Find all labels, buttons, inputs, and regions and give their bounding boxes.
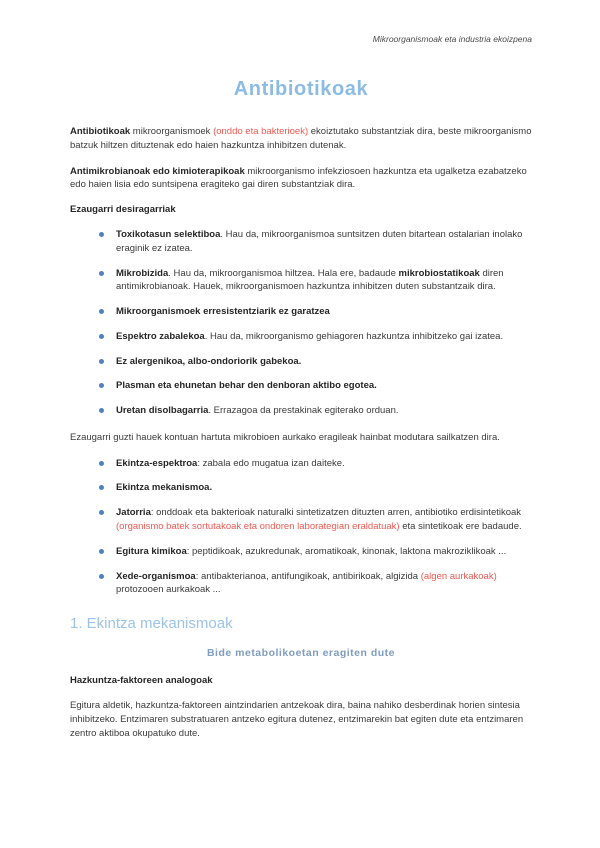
bullet-icon (99, 271, 104, 276)
term: Xede-organismoa (116, 570, 196, 582)
highlight-run: (algen aurkakoak) (420, 570, 497, 582)
text-run: : antibakterianoa, antifungikoak, antibirikoak, algizida (195, 570, 421, 582)
list-item (70, 228, 532, 256)
list-item (70, 570, 532, 598)
text-run: . Hau da, mikroorganismoa hiltzea. Hala ere, badaude (168, 267, 399, 279)
section-1-heading: 1. Ekintza mekanismoak (70, 615, 233, 633)
text-run: . Hau da, mikroorganismo gehiagoren hazkuntza inhibitzeko gai izatea. (204, 330, 504, 342)
text-run: mikroorganismo infekziosoen hazkuntza eta ugalketza ezabatzeko edo haien lisia edo suntsipena eragiteko gai diren substantziak dira. (70, 165, 527, 191)
term: Ez alergenikoa, albo-ondoriorik gabekoa. (116, 355, 302, 367)
text-run: diren antimikrobianoak. Hauek, mikroorganismoen hazkuntza inhibitzen duten substantzaik dira. (116, 267, 504, 293)
page-title: Antibiotikoak (233, 78, 369, 100)
bullet-icon (99, 359, 104, 364)
bullet-icon (99, 461, 104, 466)
analog-heading: Hazkuntza-faktoreen analogoak (70, 675, 213, 687)
list-item (70, 457, 532, 471)
text-run: protozooen aurkakoak ... (116, 584, 221, 596)
list-item (70, 355, 532, 369)
page-header: Mikroorganismoak eta industria ekoizpena (372, 34, 532, 44)
list-item (70, 379, 532, 393)
bullet-icon (99, 549, 104, 554)
term: Espektro zabalekoa (116, 330, 205, 342)
term: Jatorria (116, 507, 151, 519)
bullet-icon (99, 309, 104, 314)
bullet-icon (99, 408, 104, 413)
text-run: : onddoak eta bakterioak naturalki sintetizatzen dituzten arren, antibiotiko erdisintetikoak (150, 507, 522, 519)
term: Egitura kimikoa (116, 545, 187, 557)
list-item (70, 545, 532, 559)
text-run: : zabala edo mugatua izan daiteke. (197, 457, 345, 469)
term: Plasman eta ehunetan behar den denboran aktibo egotea. (116, 380, 377, 392)
term: Mikrobizida (116, 267, 169, 279)
classification-intro: Ezaugarri guzti hauek kontuan hartuta mikrobioen aurkako eragileak hainbat modutara sailkatzen dira. (70, 431, 500, 443)
text-run: ekoiztutako substantziak dira, beste mikroorganismo batzuk hiltzen dituztenak edo haien hazkuntza inhibitzen dutenak. (70, 126, 532, 151)
term: Toxikotasun selektiboa (116, 229, 221, 241)
list-item (70, 267, 532, 295)
list-item (70, 506, 532, 534)
intro-paragraph-1 (70, 125, 532, 153)
term: Ekintza mekanismoa. (116, 482, 213, 494)
list-item (70, 330, 532, 344)
text-run: mikroorganismoek (130, 126, 214, 137)
bullet-icon (99, 334, 104, 339)
term: Mikroorganismoek erresistentziarik ez garatzea (116, 306, 330, 318)
bullet-icon (99, 510, 104, 515)
highlight-run: (onddo eta bakterioek) (213, 126, 309, 137)
list-item (70, 305, 532, 319)
term: Uretan disolbagarria (116, 405, 209, 417)
highlight-run: (organismo batek sortutakoak eta ondoren laborategian eraldatuak) (116, 521, 400, 533)
list-item (70, 481, 532, 495)
features-heading: Ezaugarri desiragarriak (70, 204, 176, 216)
text-run: . Hau da, mikroorganismoa suntsitzen duten bitartean ostalarian inolako eraginik ez izatea. (116, 229, 523, 254)
intro-paragraph-2 (70, 165, 532, 193)
text-run: . Errazagoa da prestakinak egiterako orduan. (208, 405, 399, 417)
term: Ekintza-espektroa (116, 457, 198, 469)
classification-list (70, 457, 532, 597)
text-run: eta sintetikoak ere badaude. (399, 521, 522, 533)
features-list (70, 228, 532, 418)
term: mikrobiostatikoak (398, 267, 480, 279)
list-item (70, 404, 532, 418)
term: Antimikrobianoak edo kimioterapikoak (70, 165, 245, 177)
text-run: : peptidikoak, azukredunak, aromatikoak, kinonak, laktona makroziklikoak ... (186, 545, 507, 557)
section-1-subtitle: Bide metabolikoetan eragiten dute (206, 647, 396, 660)
bullet-icon (99, 485, 104, 490)
analog-paragraph: Egitura aldetik, hazkuntza-faktoreen aintzindarien antzekoak dira, baina nahiko desberdinak horien sintesia inhibitzeko. Entzimaren substratuaren antzeko egitura dutenez, entzimarekin bat egiten dute eta entzimaren zentro aktiboa okupatuko dute. (70, 700, 524, 739)
bullet-icon (99, 232, 104, 237)
term: Antibiotikoak (70, 126, 131, 137)
bullet-icon (99, 383, 104, 388)
bullet-icon (99, 574, 104, 579)
